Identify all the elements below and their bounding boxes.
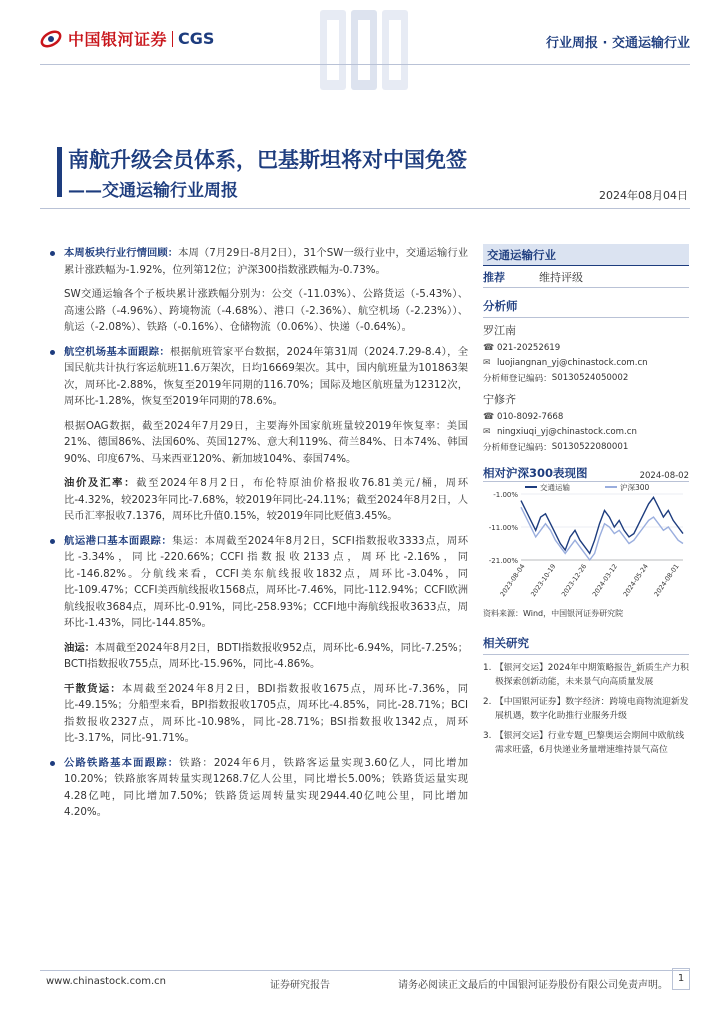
- body-paragraph: [50, 681, 468, 747]
- analyst-header: 分析师: [483, 298, 689, 318]
- research-text[interactable]: 【银河交运】行业专题_巴黎奥运会期间中欧航线需求旺盛，6月快递业务量增速维持景气高位: [495, 731, 685, 755]
- analyst-name: 宁修齐: [483, 393, 516, 406]
- body-paragraph: [50, 533, 468, 632]
- research-text[interactable]: 【中国银河证券】数字经济：跨境电商物流迎新发展机遇，数字化助推行业服务升级: [495, 697, 689, 721]
- paragraph-lead: 航运港口基本面跟踪：: [64, 534, 173, 547]
- paragraph-text: 根据航班管家平台数据，2024年第31周（2024.7.29-8.4），全国民航共计执行客运航班11.6万架次，日均16669架次。其中，国内航班量为101863架次，周环比-2.88%，恢复至2019年同期的116.70%；国际及地区航班量为12312次，周环比-1.28%，恢复至2019年同期的78.6%。: [64, 345, 469, 407]
- paragraph-lead: 油价及汇率：: [64, 477, 137, 489]
- series-line-0: [521, 497, 683, 553]
- analyst-phone: [483, 340, 689, 355]
- mail-icon: ✉: [483, 426, 491, 437]
- company-logo: [40, 27, 214, 50]
- footer-website[interactable]: www.chinastock.com.cn: [46, 976, 166, 987]
- header-divider: [40, 64, 690, 65]
- paragraph-lead: 公路铁路基本面跟踪：: [64, 756, 180, 769]
- series-line-1: [521, 507, 683, 560]
- paragraph-lead: 航空机场基本面跟踪：: [64, 345, 170, 358]
- title-divider: [40, 208, 690, 209]
- research-number: 2.: [483, 697, 492, 707]
- x-tick-label: 2024-03-12: [590, 562, 620, 599]
- research-number: 1.: [483, 663, 492, 673]
- chart-source: 资料来源：Wind，中国银河证券研究院: [483, 609, 624, 618]
- phone-icon: ☎: [483, 342, 495, 353]
- mail-icon: ✉: [483, 357, 491, 368]
- phone-text: 010-8092-7668: [497, 411, 564, 422]
- research-text[interactable]: 【银河交运】2024年中期策略报告_新质生产力积极探索创新动能，未来景气向高质量发展: [495, 663, 689, 687]
- body-paragraph: [50, 475, 468, 525]
- research-number: 3.: [483, 731, 492, 741]
- y-tick-label: -21.00%: [488, 557, 518, 565]
- report-type-tag: 行业周报 · 交通运输行业: [546, 36, 690, 51]
- body-paragraph: [50, 245, 468, 278]
- legend-label: 沪深300: [620, 483, 650, 492]
- rating-key: 推荐: [483, 270, 505, 284]
- research-item[interactable]: [483, 729, 689, 757]
- paragraph-text: 根据OAG数据，截至2024年7月29日，主要海外国家航班量较2019年恢复率：美国21%、德国86%、法国60%、英国127%、意大利119%、荷兰84%、日本74%、韩国90%、印度67%、马来西亚120%、新加坡104%、泰国74%。: [64, 419, 468, 465]
- research-item[interactable]: [483, 661, 689, 689]
- y-tick-label: -11.00%: [488, 524, 518, 532]
- report-body: [50, 245, 468, 829]
- analyst-cert: [483, 370, 689, 385]
- report-title: 南航升级会员体系，巴基斯坦将对中国免签: [68, 148, 467, 172]
- report-subtitle: ——交通运输行业周报: [68, 181, 238, 201]
- body-paragraph: [50, 640, 468, 673]
- paragraph-text: SW交通运输各个子板块累计涨跌幅分别为：公交（-11.03%）、公路货运（-5.43%）、高速公路（-4.96%）、跨境物流（-4.68%）、港口（-2.36%）、航空机场（-2.23%））、航运（-2.08%）、铁路（-0.16%）、仓储物流（0.06%）、快递（-0.64%）。: [64, 288, 468, 333]
- industry-header: 交通运输行业: [483, 244, 689, 266]
- galaxy-logo-icon: [40, 28, 62, 50]
- cert-label: 分析师登记编码：: [483, 373, 552, 384]
- logo-divider: [172, 31, 173, 47]
- phone-text: 021-20252619: [497, 342, 561, 353]
- rating-row: [483, 266, 689, 288]
- chart-title: 相对沪深300表现图: [483, 466, 588, 480]
- analyst-card: [483, 322, 689, 385]
- analyst-name: 罗江南: [483, 324, 516, 337]
- page-header: [0, 0, 724, 80]
- phone-icon: ☎: [483, 411, 495, 422]
- title-accent-bar: [57, 147, 62, 197]
- email-text[interactable]: luojiangnan_yj@chinastock.com.cn: [497, 357, 648, 368]
- page-number: 1: [672, 968, 690, 990]
- footer-disclaimer: 请务必阅读正文最后的中国银河证券股份有限公司免责声明。: [398, 980, 668, 991]
- x-tick-label: 2023-08-04: [498, 562, 527, 599]
- analyst-email[interactable]: [483, 355, 689, 370]
- x-tick-label: 2024-05-24: [621, 562, 650, 599]
- cert-number: S0130522080001: [551, 441, 629, 452]
- paragraph-text: 本周（7月29日-8月2日），31个SW一级行业中，交通运输行业累计涨跌幅为-1.92%，位列第12位；沪深300指数涨跌幅为-0.73%。: [64, 247, 469, 276]
- analyst-cert: [483, 439, 689, 454]
- paragraph-text: 集运：本周截至2024年8月2日，SCFI指数报收3333点，周环比-3.34%，同比-220.66%；CCFI指数报收2133点，周环比-2.16%，同比-146.82%。分航线来看，CCFI美东航线报收1832点，周环比-3.04%，同比-109.47%；CCFI美西航线报收1568点，周环比-7.46%，同比-112.94%；CCFI欧洲航线报收3684点，周环比-0.91%，同比-258.93%；CCFI地中海航线报收3633点，周环比-1.43%，同比-144.85%。: [64, 534, 469, 629]
- analyst-email[interactable]: [483, 424, 689, 439]
- logo-text-cn: 中国银河证券: [68, 30, 168, 49]
- paragraph-lead: 本周板块行业行情回顾：: [64, 247, 179, 259]
- paragraph-lead: 油运：: [64, 641, 95, 654]
- body-paragraph: [50, 286, 468, 336]
- y-tick-label: -1.00%: [493, 491, 518, 499]
- footer-divider: [40, 970, 690, 971]
- legend-label: 交通运输: [540, 483, 570, 492]
- cert-label: 分析师登记编码：: [483, 442, 552, 453]
- rating-value: 维持评级: [539, 270, 583, 284]
- paragraph-text: 本周截至2024年8月2日，BDI指数报收1675点，周环比-7.36%，同比-49.15%；分船型来看，BPI指数报收1705点，周环比-4.85%，同比-28.71%；BCI指数报收2327点，周环比-10.98%，同比-28.71%；BSI指数报收1342点，周环比-3.17%，同比-91.71%。: [64, 682, 469, 744]
- x-tick-label: 2023-10-19: [529, 562, 558, 599]
- body-paragraph: [50, 755, 468, 821]
- cgs-watermark-icon: [318, 6, 410, 96]
- chart-header: [483, 460, 689, 482]
- logo-text-en: CGS: [178, 29, 215, 48]
- analyst-card: [483, 391, 689, 454]
- footer-center: 证券研究报告: [270, 980, 330, 991]
- paragraph-text: 本周截至2024年8月2日，BDTI指数报收952点，周环比-6.94%，同比-7.25%；BCTI指数报收755点，周环比-15.96%，同比-4.86%。: [64, 641, 468, 670]
- paragraph-text: 截至2024年8月2日，布伦特原油价格报收76.81美元/桶，周环比-4.32%，较2023年同比-7.68%，较2019年同比-24.11%；截至2024年8月2日，人民币汇率报收7.1376，周环比升值0.15%，较2019年同比贬值3.45%。: [64, 477, 468, 522]
- relative-performance-chart: [483, 482, 689, 602]
- research-header: 相关研究: [483, 635, 689, 655]
- analyst-phone: [483, 409, 689, 424]
- paragraph-text: 铁路：2024年6月，铁路客运量实现3.60亿人，同比增加10.20%；铁路旅客周转量实现1268.7亿人公里，同比增长5.00%；铁路货运量实现4.28亿吨，同比增加7.50%；铁路货运周转量实现2944.40亿吨公里，同比增加4.20%。: [64, 756, 469, 818]
- sidebar: [483, 244, 689, 757]
- chart-date: 2024-08-02: [639, 471, 689, 481]
- cert-number: S0130524050002: [551, 372, 629, 383]
- email-text[interactable]: ningxiuqi_yj@chinastock.com.cn: [497, 426, 637, 437]
- paragraph-lead: 干散货运：: [64, 682, 122, 695]
- research-item[interactable]: [483, 695, 689, 723]
- body-paragraph: [50, 344, 468, 410]
- x-tick-label: 2024-08-01: [652, 562, 681, 599]
- body-paragraph: [50, 418, 468, 468]
- report-date: 2024年08月04日: [599, 189, 688, 202]
- x-tick-label: 2023-12-26: [560, 562, 589, 599]
